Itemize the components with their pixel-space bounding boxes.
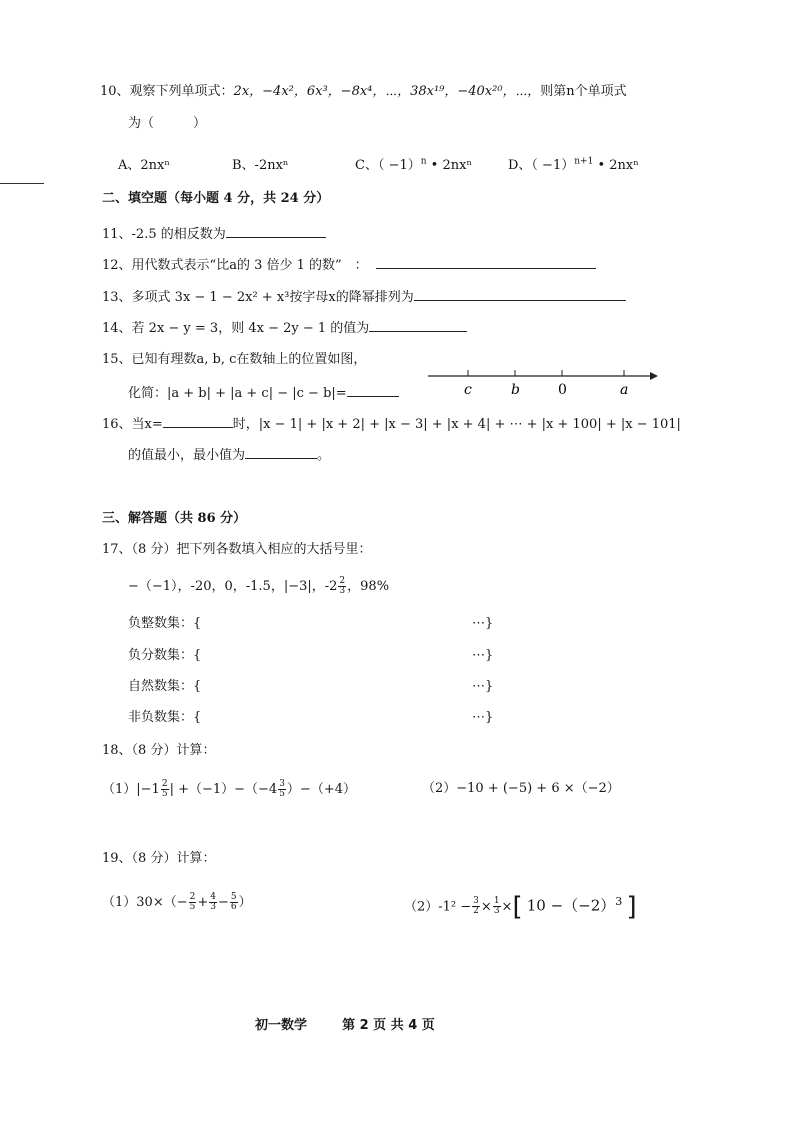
q10-option-c	[355, 154, 472, 173]
q19-p1-frac3-num: 5	[230, 892, 237, 902]
q19-p2-right-bracket: ]	[626, 891, 637, 922]
q18-p1-post: ）−（+4）	[286, 782, 356, 797]
q19-p1-frac1	[189, 893, 197, 912]
q12	[102, 256, 596, 275]
label-0: 0	[558, 382, 567, 398]
q18-part2: （2）−10 + (−5) + 6 ×（−2）	[422, 781, 620, 796]
q14-text: 14、若 2x − y = 3，则 4x − 2y − 1 的值为	[102, 321, 370, 336]
q17-frac-num: 2	[339, 576, 346, 586]
q15-line2	[128, 384, 399, 403]
q18-p1-frac2-den: 5	[279, 789, 285, 799]
q15-answer-blank[interactable]	[347, 384, 399, 397]
q16-line2-suffix: 。	[317, 448, 331, 463]
q15-expression: 化简：|a + b| + |a + c| − |c − b|=	[128, 386, 347, 401]
q18-p1-frac2-num: 3	[279, 779, 285, 789]
q19-p2-frac1	[472, 897, 480, 916]
label-a: a	[620, 382, 629, 398]
q19-part2	[404, 891, 637, 922]
q18-p1-frac1-num: 2	[161, 779, 168, 789]
label-b: b	[511, 382, 520, 398]
q19-p2-times2: ×	[501, 899, 513, 915]
q19-p2-inner: 10 −（−2）	[526, 896, 616, 915]
section2-heading: 二、填空题（每小题 4 分，共 24 分）	[102, 191, 330, 206]
q18-title: 18、（8 分）计算：	[102, 743, 216, 758]
q17-set-non-negative-end: ⋯}	[472, 710, 494, 725]
q10-option-d-post: • 2nxⁿ	[593, 158, 639, 173]
q11	[102, 225, 326, 244]
q19-p2-times1: ×	[480, 899, 492, 915]
q10-option-c-post: • 2nxⁿ	[426, 158, 473, 173]
number-line-arrow	[650, 372, 658, 380]
q18-p1-frac1-den: 5	[161, 789, 168, 799]
q19-p2-frac1-den: 2	[473, 906, 479, 917]
q16-line2-prefix: 的值最小，最小值为	[128, 448, 246, 463]
q17-set-natural-numbers: 自然数集：{	[128, 679, 202, 694]
q17-frac-den: 3	[339, 586, 346, 596]
q19-p1-post: ）	[238, 895, 252, 910]
q12-text: 12、用代数式表示“比a的 3 倍少 1 的数” ：	[102, 258, 368, 273]
q17-numbers-a: −（−1），-20，0，-1.5，|−3|，-2	[128, 579, 338, 594]
footer-page-number: 第 2 页 共 4 页	[342, 1018, 435, 1033]
q10-line2: 为（ ）	[128, 116, 207, 131]
q17-numbers	[128, 577, 389, 596]
q10-option-d-pre: D、（ −1）	[508, 158, 575, 173]
q17-set-non-negative: 非负数集：{	[128, 710, 202, 725]
q13-text: 13、多项式 3x − 1 − 2x² + x³按字母x的降幂排列为	[102, 290, 414, 305]
q14	[102, 319, 467, 338]
q19-p1-frac1-num: 2	[189, 892, 196, 902]
q17-set-negative-integers: 负整数集：{	[128, 616, 202, 631]
q16-line1	[102, 415, 681, 434]
q19-p2-frac2-num: 1	[493, 896, 500, 907]
q19-p1-minus: −	[217, 895, 229, 910]
q18-part1	[102, 780, 356, 799]
q13-answer-blank[interactable]	[414, 288, 626, 301]
q11-text: 11、-2.5 的相反数为	[102, 227, 226, 242]
q10-option-b: B、-2nxⁿ	[232, 158, 289, 173]
number-line	[428, 362, 658, 402]
q10-suffix: 则第n个单项式	[540, 84, 627, 99]
q19-p1-frac2-num: 4	[210, 892, 216, 902]
q19-p2-left-bracket: [	[512, 891, 523, 922]
q19-title: 19、（8 分）计算：	[102, 851, 216, 866]
q19-p1-frac2	[209, 893, 217, 912]
q19-part1	[102, 893, 252, 912]
q16-expression: 时，|x − 1| + |x + 2| + |x − 3| + |x + 4| + ⋯ + |x + 100| + |x − 101|	[232, 417, 681, 432]
q16-answer-blank-min[interactable]	[245, 446, 317, 459]
q10-option-d-sup: n+1	[574, 156, 594, 167]
label-c: c	[464, 382, 472, 398]
q19-p1-plus: +	[197, 895, 209, 910]
q17-set-negative-fractions-end: ⋯}	[472, 648, 494, 663]
q19-p2-pre: （2）-1² −	[404, 899, 472, 915]
q10-line1	[100, 83, 627, 101]
q10-option-c-sup: n	[420, 156, 427, 167]
q19-p1-frac1-den: 5	[189, 902, 196, 912]
q16-answer-blank-x[interactable]	[163, 415, 233, 428]
q18-p1-pre: （1）|−1	[102, 782, 160, 797]
q19-p1-frac3	[230, 893, 238, 912]
q17-numbers-b: ，98%	[347, 579, 390, 594]
q19-p1-frac3-den: 6	[230, 902, 237, 912]
q17-title: 17、（8 分）把下列各数填入相应的大括号里：	[102, 542, 372, 557]
q17-fraction	[338, 577, 346, 596]
q13	[102, 288, 626, 307]
q12-answer-blank[interactable]	[376, 256, 596, 269]
q19-p2-frac2	[493, 897, 501, 916]
q17-set-negative-integers-end: ⋯}	[472, 616, 494, 631]
q10-option-c-pre: C、（ −1）	[355, 158, 421, 173]
section3-heading: 三、解答题（共 86 分）	[102, 511, 247, 526]
q10-terms: 2x，−4x²，6x³，−8x⁴，⋯，38x¹⁹，−40x²⁰，⋯，	[233, 84, 541, 99]
q19-p2-frac2-den: 3	[493, 906, 500, 917]
q18-p1-mid: | +（−1）−（−4	[169, 782, 278, 797]
q14-answer-blank[interactable]	[369, 319, 467, 332]
q16-prefix: 16、当x=	[102, 417, 163, 432]
q19-p1-frac2-den: 3	[210, 902, 216, 912]
q10-option-a: A、2nxⁿ	[118, 158, 170, 173]
q15-line1: 15、已知有理数a, b, c在数轴上的位置如图，	[102, 352, 367, 367]
q18-p1-frac1	[161, 780, 169, 799]
q19-p2-sup: 3	[615, 895, 623, 908]
footer-subject: 初一数学	[255, 1018, 308, 1033]
margin-line	[0, 183, 44, 184]
q10-prefix: 10、观察下列单项式：	[100, 84, 234, 99]
q10-option-d	[508, 154, 639, 173]
page-footer	[255, 1014, 435, 1033]
q17-set-natural-numbers-end: ⋯}	[472, 679, 494, 694]
q17-set-negative-fractions: 负分数集：{	[128, 648, 202, 663]
q16-line2	[128, 446, 330, 465]
q19-p2-frac1-num: 3	[473, 896, 479, 907]
q18-p1-frac2	[278, 780, 286, 799]
q19-p1-pre: （1）30×（−	[102, 895, 188, 910]
q11-answer-blank[interactable]	[226, 225, 326, 238]
